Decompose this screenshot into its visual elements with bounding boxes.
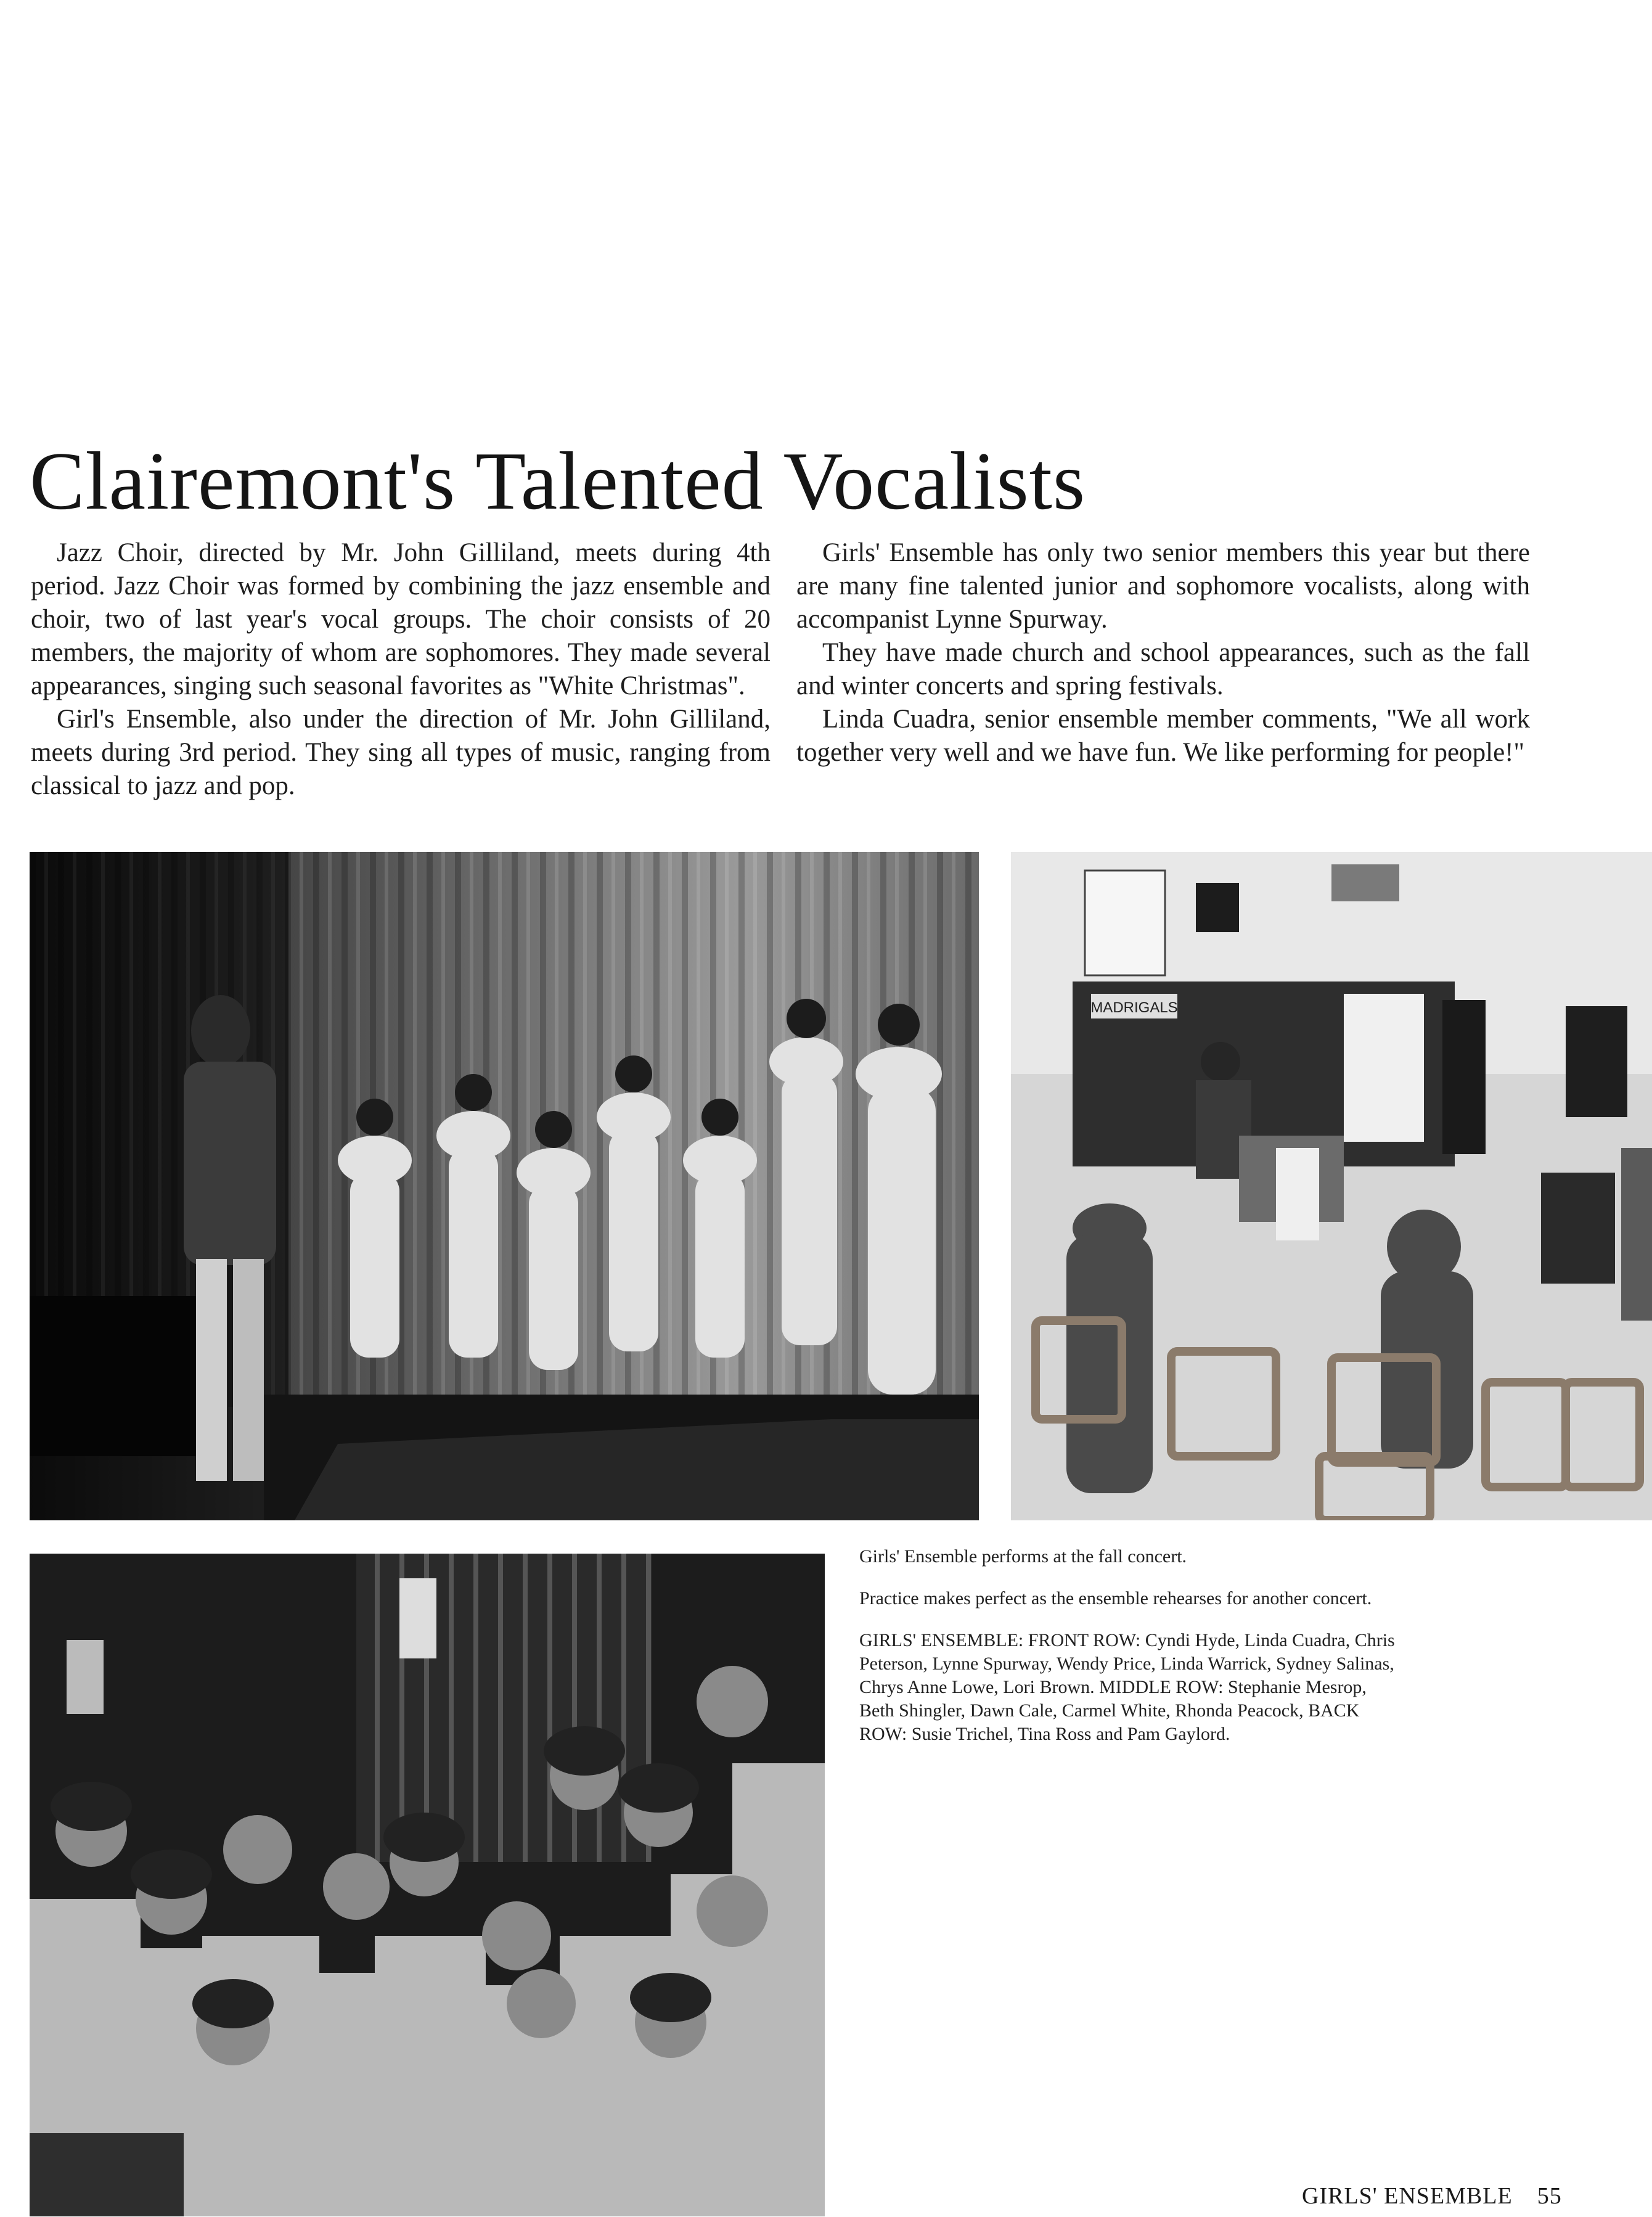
body-paragraph: Jazz Choir, directed by Mr. John Gilliland, meets during 4th period. Jazz Choir was formed by combining the jazz ensemble and choir, two of last year's vocal groups. The choir consists of 20 members, the majority of whom are sophomores. They made several appearances, singing such seasonal favorites as "White Christmas". <box>31 538 771 700</box>
concert-photo <box>30 852 979 1520</box>
body-paragraph: Girls' Ensemble has only two senior members this year but there are many fine talented junior and sophomore vocalists, along with accompanist Lynne Spurway. <box>796 538 1530 634</box>
rehearsal-photo <box>1011 852 1652 1520</box>
page-number: 55 <box>1537 2183 1562 2209</box>
madrigals-sign: MADRIGALS <box>1090 999 1178 1016</box>
body-paragraph: They have made church and school appearances, such as the fall and winter concerts and spring festivals. <box>796 638 1530 700</box>
caption-rehearsal: Practice makes perfect as the ensemble rehearses for another concert. <box>859 1588 1372 1608</box>
page-title: Clairemont's Talented Vocalists <box>30 435 1086 527</box>
page-footer <box>1302 2182 1562 2210</box>
caption-group-roster: GIRLS' ENSEMBLE: FRONT ROW: Cyndi Hyde, Linda Cuadra, Chris Peterson, Lynne Spurway, Wendy Price, Linda Warrick, Sydney Salinas, Chrys Anne Lowe, Lori Brown. MIDDLE ROW: Stephanie Mesrop, Beth Shingler, Dawn Cale, Carmel White, Rhonda Peacock, BACK ROW: Susie Trichel, Tina Ross and Pam Gaylord. <box>859 1630 1395 1744</box>
group-portrait-photo <box>30 1554 825 2216</box>
body-paragraph: Linda Cuadra, senior ensemble member comments, "We all work together very well and we have fun. We like performing for people!" <box>796 705 1530 767</box>
section-label: GIRLS' ENSEMBLE <box>1302 2183 1513 2209</box>
body-column-left <box>31 536 771 803</box>
body-paragraph: Girl's Ensemble, also under the direction of Mr. John Gilliland, meets during 3rd period. They sing all types of music, ranging from classical to jazz and pop. <box>31 705 771 800</box>
photo-captions <box>859 1545 1402 1764</box>
body-column-right <box>796 536 1530 769</box>
caption-concert: Girls' Ensemble performs at the fall concert. <box>859 1546 1187 1567</box>
